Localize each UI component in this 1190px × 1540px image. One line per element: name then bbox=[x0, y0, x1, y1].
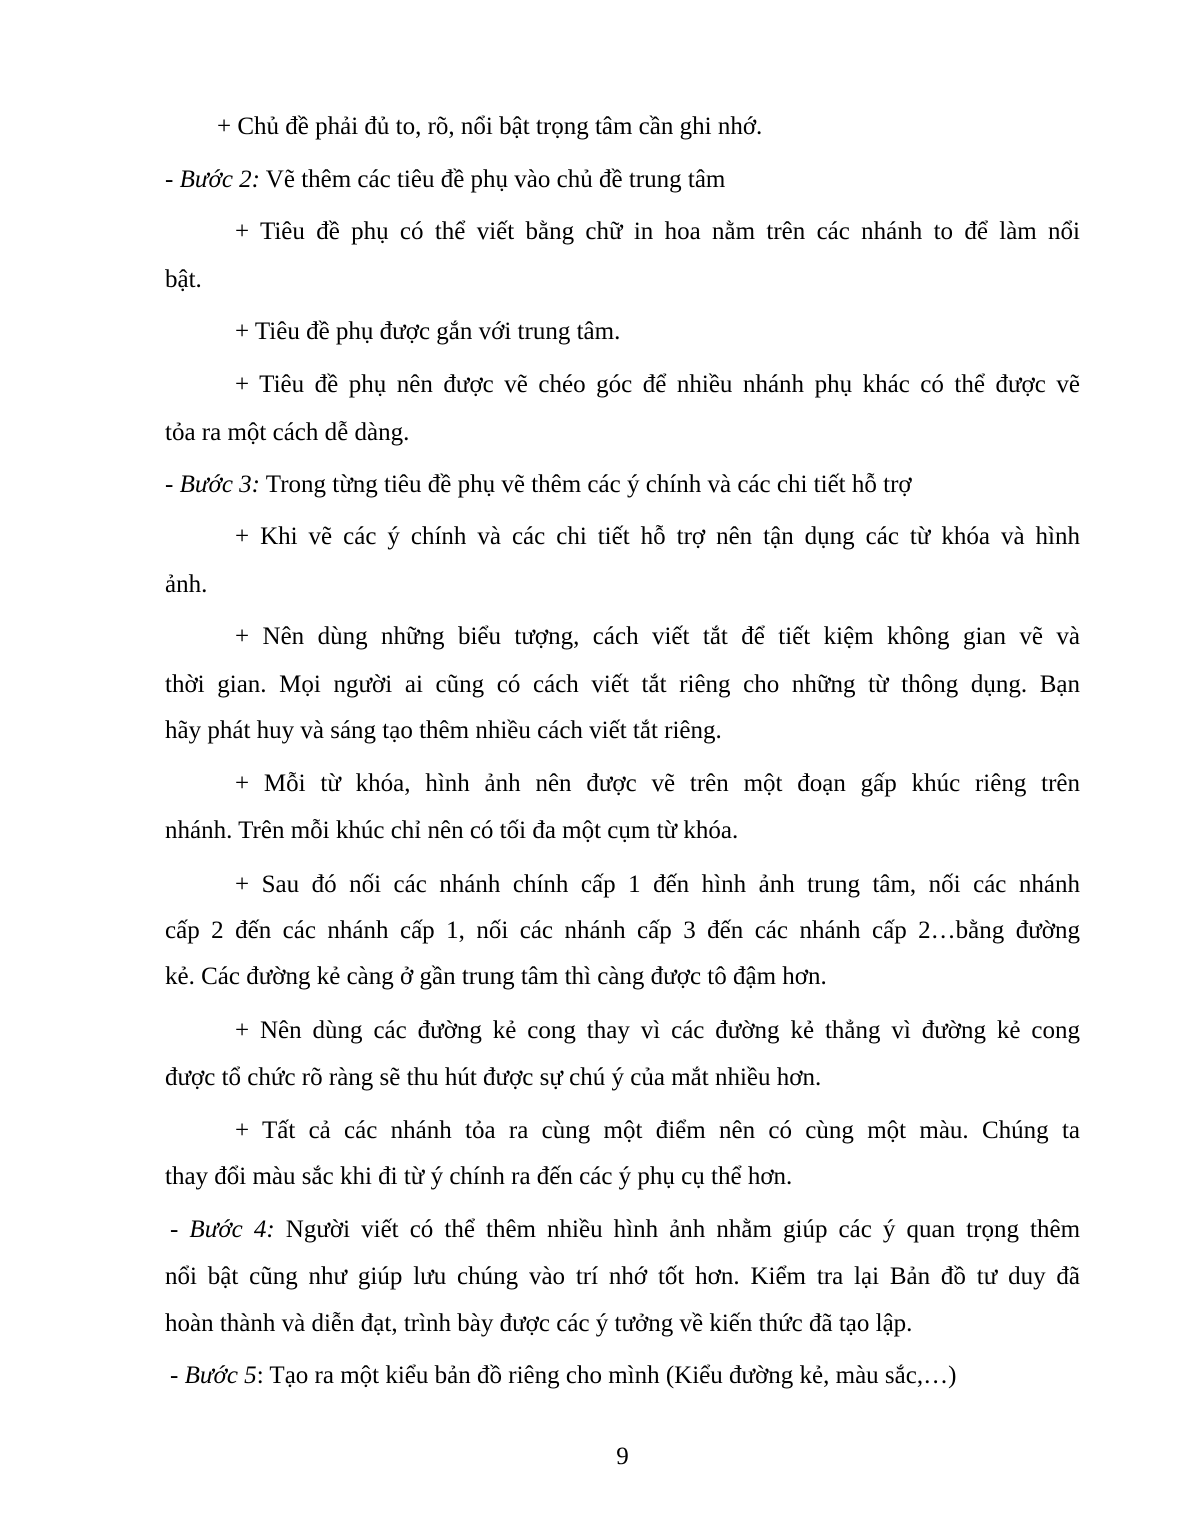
paragraph-line: tỏa ra một cách dễ dàng. bbox=[165, 419, 410, 446]
step-2-label: Bước 2: bbox=[179, 166, 260, 193]
paragraph-line: cấp 2 đến các nhánh cấp 1, nối các nhánh cấp 3 đến các nhánh cấp 2…bằng đường bbox=[165, 917, 1080, 944]
paragraph-line: + Tiêu đề phụ có thể viết bằng chữ in hoa nằm trên các nhánh to để làm nổi bbox=[235, 218, 1080, 245]
paragraph-line: + Tiêu đề phụ được gắn với trung tâm. bbox=[235, 318, 621, 345]
step-3-label: Bước 3: bbox=[179, 471, 260, 498]
paragraph-line: hãy phát huy và sáng tạo thêm nhiều cách viết tắt riêng. bbox=[165, 717, 722, 744]
step-2-text: Vẽ thêm các tiêu đề phụ vào chủ đề trung tâm bbox=[260, 166, 726, 193]
step-5-line: - Bước 5: Tạo ra một kiểu bản đồ riêng cho mình (Kiểu đường kẻ, màu sắc,…) bbox=[170, 1362, 957, 1389]
step-5-label: Bước 5 bbox=[184, 1362, 257, 1389]
paragraph-line: hoàn thành và diễn đạt, trình bày được các ý tưởng về kiến thức đã tạo lập. bbox=[165, 1310, 913, 1337]
paragraph-line: + Nên dùng những biểu tượng, cách viết tắt để tiết kiệm không gian vẽ và bbox=[235, 623, 1080, 650]
step-2-line: - Bước 2: Vẽ thêm các tiêu đề phụ vào chủ đề trung tâm bbox=[165, 166, 726, 193]
paragraph-line: + Mỗi từ khóa, hình ảnh nên được vẽ trên một đoạn gấp khúc riêng trên bbox=[235, 770, 1080, 797]
step-4-line: - Bước 4: Người viết có thể thêm nhiều hình ảnh nhằm giúp các ý quan trọng thêm bbox=[170, 1216, 1080, 1243]
paragraph-line: được tổ chức rõ ràng sẽ thu hút được sự chú ý của mắt nhiều hơn. bbox=[165, 1064, 822, 1091]
step-4-text: Người viết có thể thêm nhiều hình ảnh nhằm giúp các ý quan trọng thêm bbox=[274, 1216, 1080, 1243]
paragraph-line: + Tất cả các nhánh tỏa ra cùng một điểm nên có cùng một màu. Chúng ta bbox=[235, 1117, 1080, 1144]
step-5-text: : Tạo ra một kiểu bản đồ riêng cho mình (Kiểu đường kẻ, màu sắc,…) bbox=[256, 1362, 957, 1389]
paragraph-line: + Tiêu đề phụ nên được vẽ chéo góc để nhiều nhánh phụ khác có thể được vẽ bbox=[235, 371, 1080, 398]
step-3-line: - Bước 3: Trong từng tiêu đề phụ vẽ thêm các ý chính và các chi tiết hỗ trợ bbox=[165, 471, 912, 498]
paragraph-line: nổi bật cũng như giúp lưu chúng vào trí nhớ tốt hơn. Kiểm tra lại Bản đồ tư duy đã bbox=[165, 1263, 1080, 1290]
paragraph-line: + Chủ đề phải đủ to, rõ, nổi bật trọng tâm cần ghi nhớ. bbox=[217, 113, 763, 140]
paragraph-line: thời gian. Mọi người ai cũng có cách viết tắt riêng cho những từ thông dụng. Bạn bbox=[165, 671, 1080, 698]
paragraph-line: ảnh. bbox=[165, 571, 208, 598]
paragraph-line: + Khi vẽ các ý chính và các chi tiết hỗ trợ nên tận dụng các từ khóa và hình bbox=[235, 523, 1080, 550]
paragraph-line: + Nên dùng các đường kẻ cong thay vì các đường kẻ thẳng vì đường kẻ cong bbox=[235, 1017, 1080, 1044]
paragraph-line: bật. bbox=[165, 266, 202, 293]
paragraph-line: kẻ. Các đường kẻ càng ở gần trung tâm thì càng được tô đậm hơn. bbox=[165, 963, 827, 990]
paragraph-line: thay đổi màu sắc khi đi từ ý chính ra đến các ý phụ cụ thể hơn. bbox=[165, 1163, 793, 1190]
paragraph-line: nhánh. Trên mỗi khúc chỉ nên có tối đa một cụm từ khóa. bbox=[165, 817, 739, 844]
step-3-text: Trong từng tiêu đề phụ vẽ thêm các ý chính và các chi tiết hỗ trợ bbox=[260, 471, 912, 498]
step-4-label: Bước 4: bbox=[189, 1216, 275, 1243]
page-number: 9 bbox=[616, 1443, 629, 1470]
paragraph-line: + Sau đó nối các nhánh chính cấp 1 đến hình ảnh trung tâm, nối các nhánh bbox=[235, 871, 1080, 898]
